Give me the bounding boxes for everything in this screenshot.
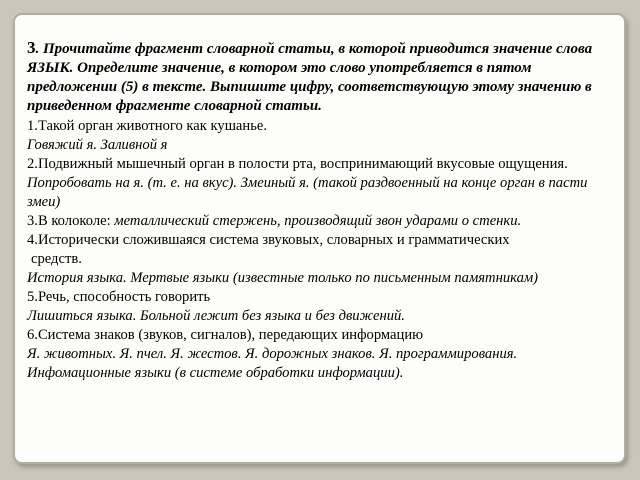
meaning-4-continuation bbox=[27, 250, 607, 269]
meaning-1: 1.Такой орган животного как кушанье. bbox=[27, 118, 268, 134]
meaning-6-examples: Я. животных. Я. пчел. Я. жестов. Я. дорожных знаков. Я. программирования. Инфомационные языки (в системе обработки информации). bbox=[27, 346, 518, 381]
meaning-5: 5.Речь, способность говорить bbox=[27, 289, 211, 305]
task-text: . Прочитайте фрагмент словарной статьи, в которой приводится значение слова ЯЗЫК. Определите значение, в котором это слово употребляется в пятом предложении (5) в тексте. Выпишите цифру, соответствующую этому значению в приведенном фрагменте словарной статьи. bbox=[27, 41, 593, 114]
task-instruction bbox=[27, 38, 607, 116]
dictionary-entry bbox=[27, 38, 607, 383]
meaning-6: 6.Система знаков (звуков, сигналов), передающих информацию bbox=[27, 327, 424, 343]
meaning-2: 2.Подвижный мышечный орган в полости рта, воспринимающий вкусовые ощущения. bbox=[27, 156, 568, 172]
meaning-4-examples: История языка. Мертвые языки (известные только по письменным памятникам) bbox=[27, 270, 539, 286]
meaning-4: 4.Исторически сложившаяся система звуковых, словарных и грамматических bbox=[27, 232, 510, 248]
task-number: 3 bbox=[27, 38, 36, 57]
meaning-1-examples: Говяжий я. Заливной я bbox=[27, 137, 168, 153]
meaning-3 bbox=[27, 212, 607, 231]
meaning-5-examples: Лишиться языка. Больной лежит без языка и без движений. bbox=[27, 308, 405, 324]
meaning-3-text: металлический стержень, производящий звон ударами о стенки. bbox=[114, 213, 522, 229]
meaning-4-cont-text: средств. bbox=[31, 251, 82, 267]
meaning-3-label: 3.В колоколе: bbox=[27, 213, 111, 229]
meaning-2-examples: Попробовать на я. (т. е. на вкус). Змеиный я. (такой раздвоенный на конце орган в пасти змеи) bbox=[27, 175, 588, 210]
